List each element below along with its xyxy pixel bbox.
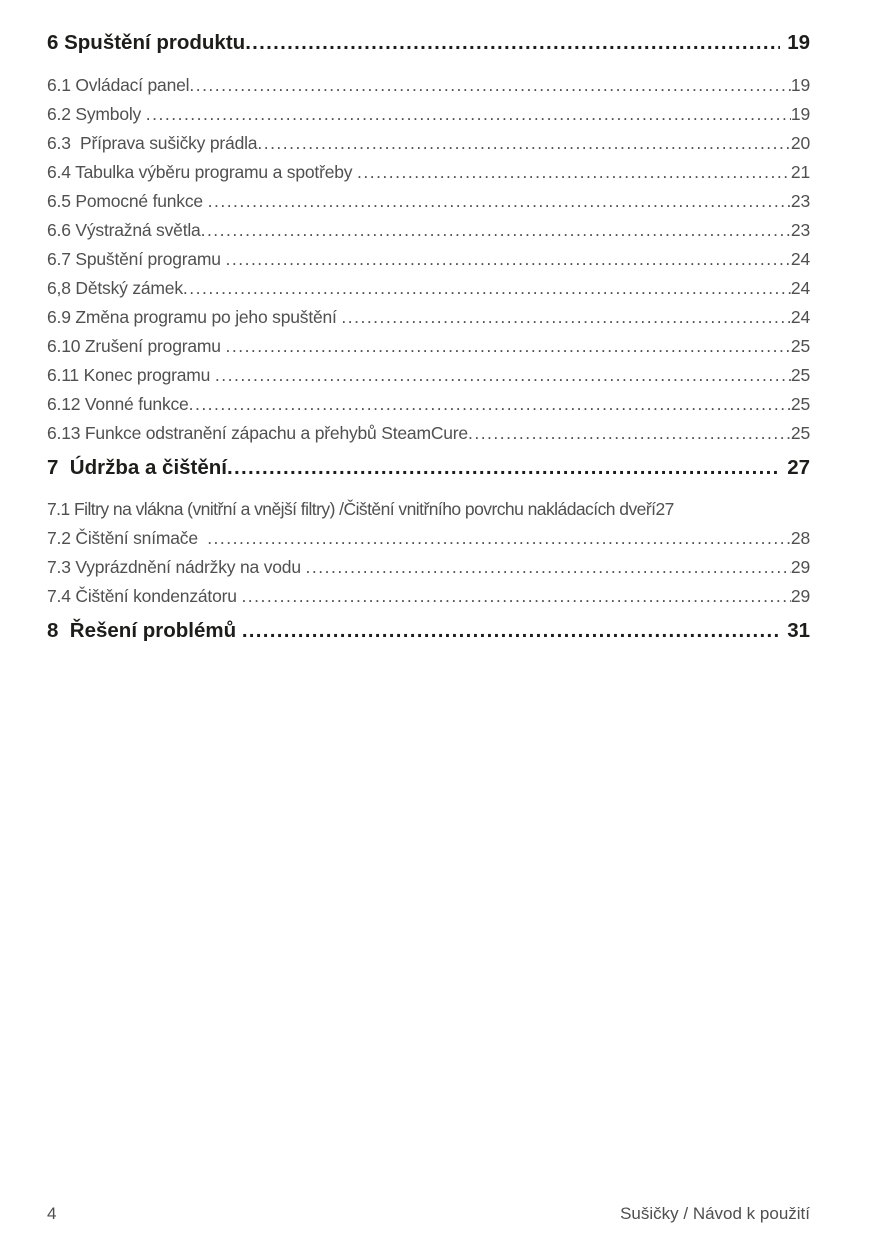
toc-entry-row <box>47 100 810 129</box>
toc-entry-page: 23 <box>790 191 810 211</box>
toc-entry-title: 6.6 Výstražná světla <box>47 220 201 240</box>
footer-page-number: 4 <box>47 1204 57 1223</box>
toc-section-row <box>47 455 810 481</box>
toc-entry-page: 19 <box>790 104 810 124</box>
toc-entry-page: 25 <box>790 336 810 356</box>
toc-entry-row <box>47 245 810 274</box>
toc-entry-title: 7 Údržba a čištění <box>47 456 228 479</box>
toc-entry-page: 24 <box>790 249 810 269</box>
toc-entry-page: 25 <box>790 394 810 414</box>
toc-entry-row <box>47 129 810 158</box>
toc-entry-row <box>47 187 810 216</box>
toc-entry-row <box>47 553 810 582</box>
toc-entry-page: 21 <box>790 162 810 182</box>
dot-leader <box>225 332 790 361</box>
dot-leader <box>242 618 780 644</box>
toc-entry-title: 6.9 Změna programu po jeho spuštění <box>47 307 342 327</box>
toc-entry-title: 6.13 Funkce odstranění zápachu a přehybů SteamCure <box>47 423 468 443</box>
toc-entry-title: 6,8 Dětský zámek <box>47 278 183 298</box>
dot-leader <box>201 216 791 245</box>
toc-entry-title: 6.5 Pomocné funkce <box>47 191 208 211</box>
toc-entry-row <box>47 495 810 524</box>
toc-entry-page: 19 <box>790 75 810 95</box>
dot-leader <box>189 71 791 100</box>
toc-entry-page: 27 <box>787 456 810 479</box>
dot-leader <box>146 100 791 129</box>
toc-entry-title: 6.2 Symboly <box>47 104 146 124</box>
toc-entry-row <box>47 361 810 390</box>
toc-entry-page: 31 <box>787 619 810 642</box>
dot-leader <box>245 30 780 56</box>
toc-entry-title: 6.11 Konec programu <box>47 365 215 385</box>
dot-leader <box>341 303 791 332</box>
toc-entry-title: 6.3 Příprava sušičky prádla <box>47 133 258 153</box>
toc-entry-page: 24 <box>790 307 810 327</box>
dot-leader <box>257 129 791 158</box>
dot-leader <box>226 245 791 274</box>
toc-entry-page: 29 <box>790 557 810 577</box>
toc-entry-row <box>47 524 810 553</box>
toc-entry-title: 6.1 Ovládací panel <box>47 75 190 95</box>
toc-entry-title: 6.10 Zrušení programu <box>47 336 226 356</box>
footer-doc-title: Sušičky / Návod k použití <box>620 1204 810 1223</box>
dot-leader <box>189 390 791 419</box>
dot-leader <box>215 361 791 390</box>
dot-leader <box>208 187 791 216</box>
toc-entry-row <box>47 390 810 419</box>
toc-entry-page: 25 <box>790 423 810 443</box>
toc-entry-row <box>47 419 810 448</box>
table-of-contents <box>47 30 810 658</box>
toc-entry-page: 23 <box>790 220 810 240</box>
toc-entry-title: 6.4 Tabulka výběru programu a spotřeby <box>47 162 357 182</box>
toc-entry-row <box>47 303 810 332</box>
page-footer <box>47 1204 810 1224</box>
dot-leader <box>357 158 791 187</box>
toc-entry-page: 20 <box>790 133 810 153</box>
toc-entry-title: 8 Řešení problémů <box>47 619 242 642</box>
toc-entry-page: 19 <box>787 31 810 54</box>
toc-entry-page: 24 <box>790 278 810 298</box>
toc-entry-title: 7.2 Čištění snímače <box>47 528 208 548</box>
toc-entry-title: 7.4 Čištění kondenzátoru <box>47 586 242 606</box>
toc-entry-page: 29 <box>790 586 810 606</box>
toc-entry-title: 7.3 Vyprázdnění nádržky na vodu <box>47 557 306 577</box>
toc-entry-row <box>47 216 810 245</box>
dot-leader <box>241 582 790 611</box>
toc-entry-page: 25 <box>790 365 810 385</box>
toc-entry-title: 6.7 Spuštění programu <box>47 249 226 269</box>
toc-entry-page: 28 <box>790 528 810 548</box>
toc-entry-row <box>47 332 810 361</box>
toc-entry-row <box>47 158 810 187</box>
dot-leader <box>468 419 791 448</box>
dot-leader <box>227 455 780 481</box>
dot-leader <box>207 524 791 553</box>
toc-entry-title: 6.12 Vonné funkce <box>47 394 189 414</box>
toc-entry-page: 27 <box>655 499 674 519</box>
toc-entry-row <box>47 71 810 100</box>
toc-section-row <box>47 30 810 56</box>
dot-leader <box>183 274 791 303</box>
toc-section-row <box>47 618 810 644</box>
toc-entry-title: 6 Spuštění produktu <box>47 31 246 54</box>
toc-entry-row <box>47 274 810 303</box>
toc-entry-title: 7.1 Filtry na vlákna (vnitřní a vnější filtry) /Čištění vnitřního povrchu nakládacích dveří <box>47 499 656 519</box>
toc-entry-row <box>47 582 810 611</box>
dot-leader <box>306 553 791 582</box>
